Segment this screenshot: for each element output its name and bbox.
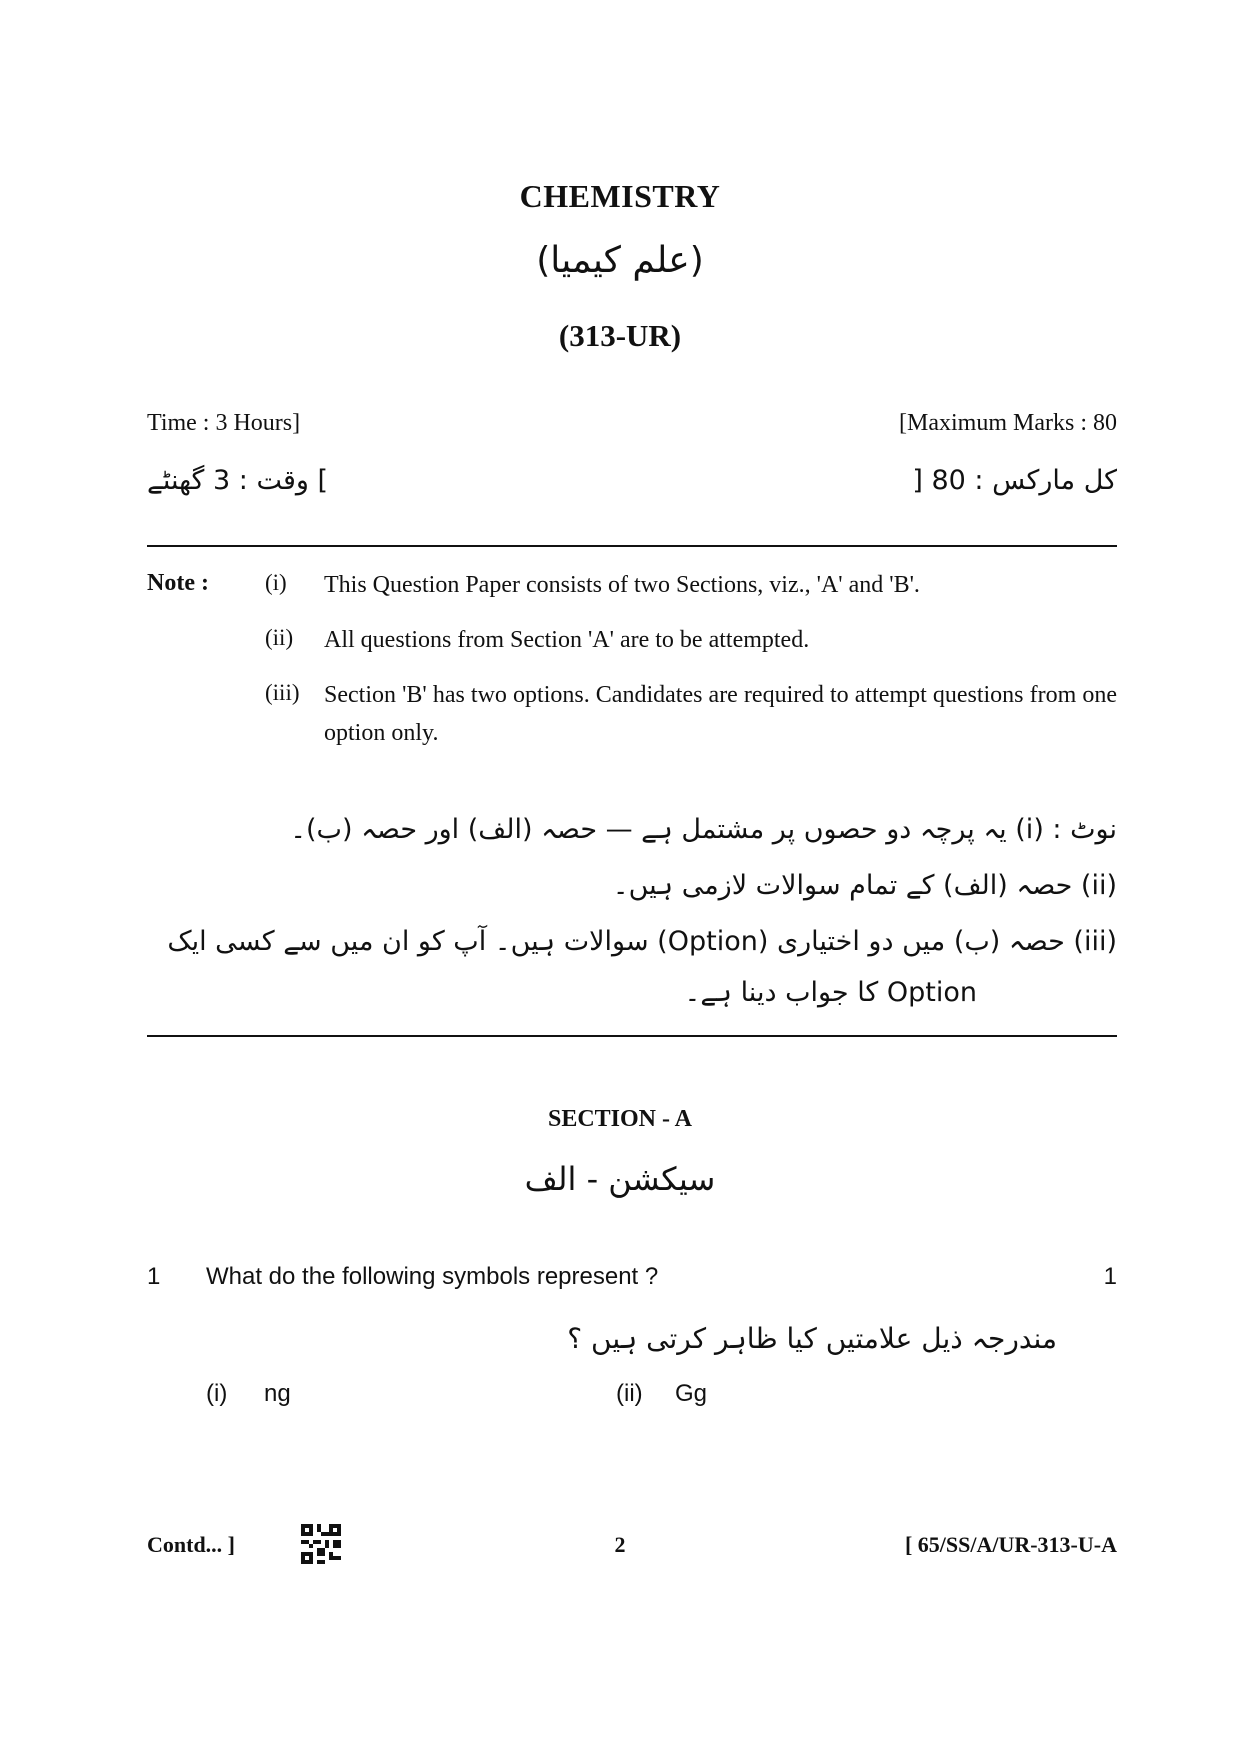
question-text-urdu: مندرجہ ذیل علامتیں کیا ظاہر کرتی ہیں ؟ — [567, 1322, 1057, 1355]
section-title: SECTION - A — [547, 1106, 693, 1132]
time-marks-row — [147, 410, 1117, 437]
note-item-num: (ii) — [265, 625, 294, 650]
section-title-urdu: سیکشن - الف — [524, 1160, 716, 1198]
subject-title: CHEMISTRY — [519, 178, 721, 214]
note-urdu-line: (iii) حصہ (ب) میں دو اختیاری (Option) سوالات ہیں۔ آپ کو ان میں سے کسی ایک — [167, 926, 1117, 957]
note-item-num: (iii) — [265, 680, 300, 705]
note-urdu-line: Option کا جواب دینا ہے۔ — [684, 977, 977, 1008]
note-label: Note : — [147, 570, 209, 596]
divider-bottom — [147, 1035, 1117, 1037]
time-label-urdu: ] وقت : 3 گھنٹے — [147, 465, 329, 496]
subject-code: (313-UR) — [558, 318, 682, 353]
subject-title-urdu: (علم کیمیا) — [536, 240, 704, 281]
option-text: Gg — [675, 1380, 708, 1407]
question-number: 1 — [147, 1263, 161, 1290]
page-number: 2 — [614, 1532, 626, 1557]
note-urdu-line: (ii) حصہ (الف) کے تمام سوالات لازمی ہیں۔ — [612, 870, 1117, 901]
time-label: Time : 3 Hours] — [147, 410, 301, 436]
note-item-text: This Question Paper consists of two Sections, viz., 'A' and 'B'. — [324, 572, 920, 598]
question-marks: 1 — [1103, 1263, 1117, 1290]
option-num: (i) — [206, 1380, 228, 1407]
question-text: What do the following symbols represent ? — [206, 1263, 659, 1290]
note-item-num: (i) — [265, 570, 287, 595]
max-marks-label-urdu: کل مارکس : 80 [ — [912, 465, 1117, 496]
contd-label: Contd... ] — [147, 1532, 236, 1557]
note-item-text: All questions from Section 'A' are to be attempted. — [324, 627, 810, 653]
option-text: ng — [264, 1380, 291, 1407]
note-urdu-line: نوٹ : (i) یہ پرچہ دو حصوں پر مشتمل ہے — حصہ (الف) اور حصہ (ب)۔ — [290, 814, 1117, 845]
divider-top — [147, 545, 1117, 547]
option-num: (ii) — [616, 1380, 643, 1407]
paper-code: [ 65/SS/A/UR-313-U-A — [904, 1532, 1117, 1557]
max-marks-label: [Maximum Marks : 80 — [899, 410, 1117, 436]
note-item-text: Section 'B' has two options. Candidates are required to attempt questions from one option only. — [324, 682, 1117, 746]
